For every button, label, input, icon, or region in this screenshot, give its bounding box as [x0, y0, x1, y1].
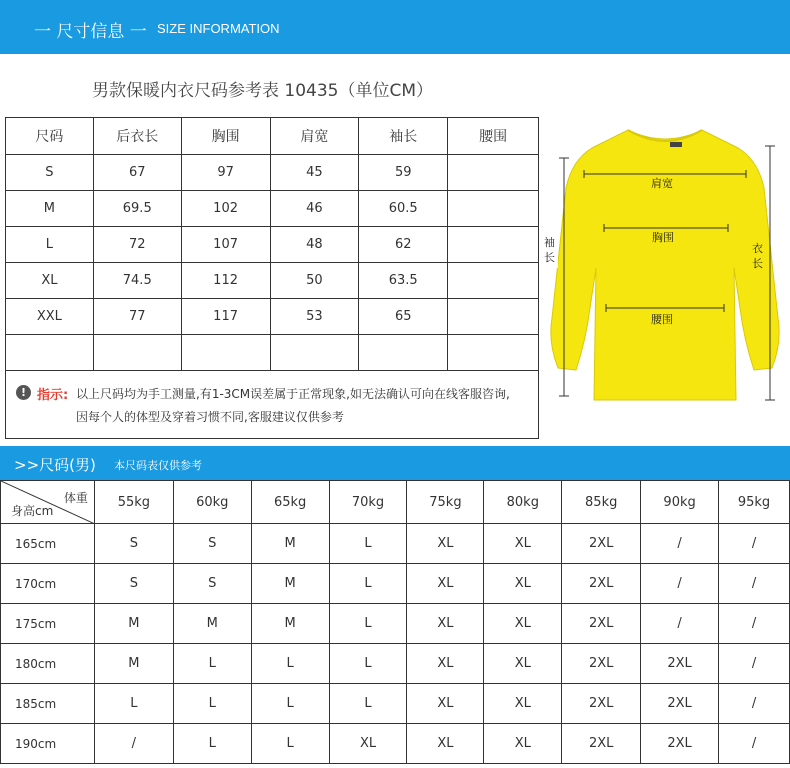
fit-cell: /: [719, 604, 790, 644]
size-column-header: 胸围: [181, 118, 270, 155]
size-column-header: 肩宽: [270, 118, 359, 155]
fit-cell: L: [251, 724, 329, 764]
corner-cell: [1, 481, 95, 524]
weight-header: 60kg: [173, 481, 251, 524]
fit-section-bar: [0, 446, 790, 480]
fit-cell: L: [251, 644, 329, 684]
fit-cell: /: [719, 564, 790, 604]
fit-cell: /: [641, 524, 719, 564]
note-label: 指示:: [37, 388, 69, 403]
fit-cell: L: [173, 684, 251, 724]
size-cell: 63.5: [359, 263, 448, 299]
fit-cell: L: [173, 644, 251, 684]
fit-cell: M: [173, 604, 251, 644]
fit-cell: XL: [407, 524, 484, 564]
fit-cell: S: [94, 524, 173, 564]
fit-cell: XL: [484, 524, 562, 564]
size-chart-title: 男款保暖内衣尺码参考表 10435（单位CM）: [92, 81, 434, 101]
fit-cell: XL: [484, 684, 562, 724]
fit-table-row: [1, 644, 790, 684]
fit-cell: L: [94, 684, 173, 724]
size-cell: 46: [270, 191, 359, 227]
size-cell: 107: [181, 227, 270, 263]
fit-cell: /: [641, 564, 719, 604]
weight-header: 80kg: [484, 481, 562, 524]
fit-cell: L: [329, 564, 407, 604]
fit-table-row: [1, 524, 790, 564]
fit-cell: 2XL: [562, 564, 641, 604]
height-label: 170cm: [1, 564, 95, 604]
fit-cell: M: [251, 564, 329, 604]
size-cell: S: [6, 155, 94, 191]
size-cell: 74.5: [93, 263, 181, 299]
fit-cell: M: [94, 604, 173, 644]
size-cell: 67: [93, 155, 181, 191]
fit-cell: /: [94, 724, 173, 764]
fit-cell: L: [329, 524, 407, 564]
note-text-2: 因每个人的体型及穿着习惯不同,客服建议仅供参考: [76, 410, 344, 424]
size-cell: 97: [181, 155, 270, 191]
weight-header: 85kg: [562, 481, 641, 524]
weight-header: 70kg: [329, 481, 407, 524]
size-cell: 62: [359, 227, 448, 263]
fit-cell: 2XL: [641, 644, 719, 684]
size-cell: [181, 335, 270, 371]
size-column-header: 袖长: [359, 118, 448, 155]
fit-cell: /: [719, 684, 790, 724]
size-cell: 65: [359, 299, 448, 335]
fit-cell: XL: [484, 724, 562, 764]
fit-table-row: [1, 724, 790, 764]
fit-section-title: >>尺码(男): [14, 456, 96, 474]
fit-cell: 2XL: [562, 644, 641, 684]
size-cell: L: [6, 227, 94, 263]
height-label: 185cm: [1, 684, 95, 724]
fit-cell: XL: [484, 604, 562, 644]
size-cell: 45: [270, 155, 359, 191]
fit-cell: 2XL: [641, 684, 719, 724]
fit-table-row: [1, 564, 790, 604]
size-cell: [448, 335, 539, 371]
weight-header: 65kg: [251, 481, 329, 524]
fit-cell: L: [173, 724, 251, 764]
label-sleeve-1: 袖: [544, 236, 555, 249]
size-cell: 60.5: [359, 191, 448, 227]
weight-header: 90kg: [641, 481, 719, 524]
note-box: [5, 369, 539, 439]
shirt-diagram: [540, 118, 790, 436]
size-table-row: [6, 335, 539, 371]
weight-header: 55kg: [94, 481, 173, 524]
size-cell: 48: [270, 227, 359, 263]
fit-table-row: [1, 684, 790, 724]
fit-cell: L: [329, 644, 407, 684]
size-table: [5, 117, 539, 371]
label-chest: 胸围: [652, 231, 674, 244]
fit-cell: XL: [484, 644, 562, 684]
size-cell: 69.5: [93, 191, 181, 227]
header-title-en: SIZE INFORMATION: [157, 21, 280, 36]
height-label: 190cm: [1, 724, 95, 764]
fit-cell: 2XL: [641, 724, 719, 764]
size-cell: 117: [181, 299, 270, 335]
label-waist: 腰围: [651, 313, 673, 326]
weight-header: 75kg: [407, 481, 484, 524]
size-cell: [448, 263, 539, 299]
header-title: 一 尺寸信息 一: [34, 22, 147, 42]
size-cell: XL: [6, 263, 94, 299]
weight-header: 95kg: [719, 481, 790, 524]
fit-cell: 2XL: [562, 724, 641, 764]
size-table-row: [6, 227, 539, 263]
fit-cell: XL: [407, 604, 484, 644]
fit-cell: XL: [407, 684, 484, 724]
size-cell: [93, 335, 181, 371]
size-cell: [359, 335, 448, 371]
size-cell: 112: [181, 263, 270, 299]
size-cell: [448, 155, 539, 191]
header-bar: [0, 0, 790, 54]
fit-cell: M: [94, 644, 173, 684]
height-label: 180cm: [1, 644, 95, 684]
label-shoulder: 肩宽: [651, 177, 673, 190]
size-table-row: [6, 263, 539, 299]
fit-cell: /: [641, 604, 719, 644]
fit-cell: XL: [484, 564, 562, 604]
label-length-1: 衣: [752, 242, 763, 255]
fit-cell: XL: [329, 724, 407, 764]
size-cell: M: [6, 191, 94, 227]
label-length-2: 长: [752, 257, 763, 270]
fit-table-row: [1, 604, 790, 644]
size-cell: 102: [181, 191, 270, 227]
size-table-row: [6, 155, 539, 191]
fit-cell: L: [329, 604, 407, 644]
fit-cell: S: [173, 564, 251, 604]
fit-cell: 2XL: [562, 684, 641, 724]
corner-weight-label: 体重: [63, 491, 88, 505]
size-column-header: 后衣长: [93, 118, 181, 155]
label-sleeve-2: 长: [544, 251, 555, 264]
size-cell: 77: [93, 299, 181, 335]
fit-cell: XL: [407, 564, 484, 604]
size-cell: 53: [270, 299, 359, 335]
fit-cell: 2XL: [562, 604, 641, 644]
note-text-1: 以上尺码均为手工测量,有1-3CM误差属于正常现象,如无法确认可向在线客服咨询,: [76, 387, 510, 401]
fit-cell: M: [251, 524, 329, 564]
fit-cell: /: [719, 644, 790, 684]
fit-section-subtitle: 本尺码表仅供参考: [114, 459, 202, 472]
corner-height-label: 身高cm: [11, 504, 54, 518]
height-label: 165cm: [1, 524, 95, 564]
fit-cell: L: [329, 684, 407, 724]
size-table-row: [6, 299, 539, 335]
size-table-row: [6, 191, 539, 227]
fit-cell: M: [251, 604, 329, 644]
size-cell: [448, 299, 539, 335]
fit-cell: 2XL: [562, 524, 641, 564]
fit-cell: L: [251, 684, 329, 724]
size-cell: [270, 335, 359, 371]
size-cell: [6, 335, 94, 371]
size-column-header: 腰围: [448, 118, 539, 155]
size-cell: [448, 191, 539, 227]
fit-table: [0, 480, 790, 764]
size-cell: 72: [93, 227, 181, 263]
fit-cell: S: [94, 564, 173, 604]
fit-cell: XL: [407, 724, 484, 764]
height-label: 175cm: [1, 604, 95, 644]
fit-cell: /: [719, 724, 790, 764]
size-table-header: [6, 118, 539, 155]
exclamation-icon: !: [16, 385, 31, 400]
fit-cell: XL: [407, 644, 484, 684]
size-cell: [448, 227, 539, 263]
fit-cell: S: [173, 524, 251, 564]
fit-cell: /: [719, 524, 790, 564]
size-cell: 59: [359, 155, 448, 191]
size-cell: XXL: [6, 299, 94, 335]
shirt-shape: [551, 130, 779, 400]
size-cell: 50: [270, 263, 359, 299]
size-column-header: 尺码: [6, 118, 94, 155]
